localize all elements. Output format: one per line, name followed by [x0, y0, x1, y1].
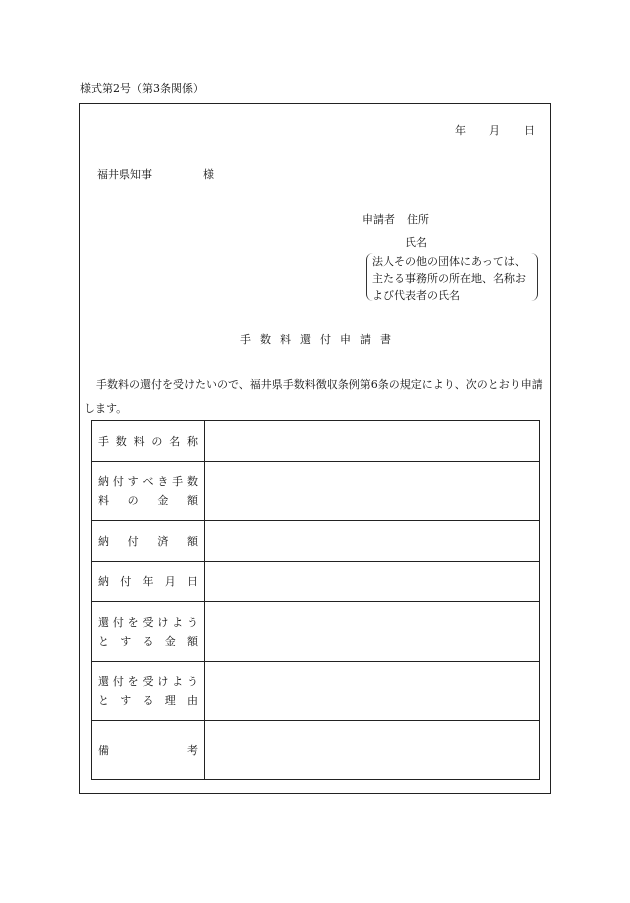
- table-row: [92, 421, 540, 462]
- row-label: 料 の 金 額: [98, 494, 198, 507]
- row-label: 納 付 す べ き 手 数: [98, 475, 198, 488]
- row-label: 還 付 を 受 け よ う: [98, 615, 198, 629]
- fee-amount-due-field[interactable]: [205, 462, 540, 521]
- table-row: [92, 602, 540, 662]
- body-paragraph: 手数料の還付を受けたいので、福井県手数料徴収条例第6条の規定により、次のとおり申請します。: [84, 378, 543, 415]
- refund-reason-field[interactable]: [205, 662, 540, 721]
- remarks-field[interactable]: [205, 721, 540, 780]
- date-month-label: 月: [489, 124, 500, 137]
- applicant-note-line: 主たる事務所の所在地、名称お: [372, 272, 526, 285]
- date-day-label: 日: [524, 124, 535, 137]
- payment-date-field[interactable]: [205, 562, 540, 602]
- table-row: [92, 562, 540, 602]
- table-row: [92, 662, 540, 721]
- recipient-title: 福井県知事: [97, 168, 152, 181]
- application-table: [91, 420, 540, 780]
- refund-amount-field[interactable]: [205, 602, 540, 662]
- table-row: [92, 462, 540, 521]
- table-row: [92, 721, 540, 780]
- applicant-label: 申請者: [362, 213, 395, 226]
- row-label: と す る 理 由: [98, 694, 198, 707]
- row-label: 納 付 済 額: [98, 534, 198, 548]
- row-label: と す る 金 額: [98, 634, 198, 648]
- row-label: 手 数 料 の 名 称: [98, 434, 198, 448]
- document-title: 手数料還付申請書: [240, 333, 400, 346]
- date-year-label: 年: [455, 124, 466, 137]
- name-label: 氏名: [405, 236, 427, 249]
- applicant-note-line: よび代表者の氏名: [372, 289, 460, 302]
- fee-name-field[interactable]: [205, 421, 540, 462]
- row-label: 還 付 を 受 け よ う: [98, 675, 198, 688]
- row-label: 備 考: [98, 743, 198, 757]
- address-label: 住所: [407, 213, 429, 226]
- form-number-label: 様式第2号（第3条関係）: [80, 82, 204, 95]
- paid-amount-field[interactable]: [205, 521, 540, 562]
- table-row: [92, 521, 540, 562]
- recipient-honorific: 様: [203, 168, 214, 181]
- row-label: 納 付 年 月 日: [98, 575, 198, 588]
- applicant-note-line: 法人その他の団体にあっては、: [372, 255, 526, 268]
